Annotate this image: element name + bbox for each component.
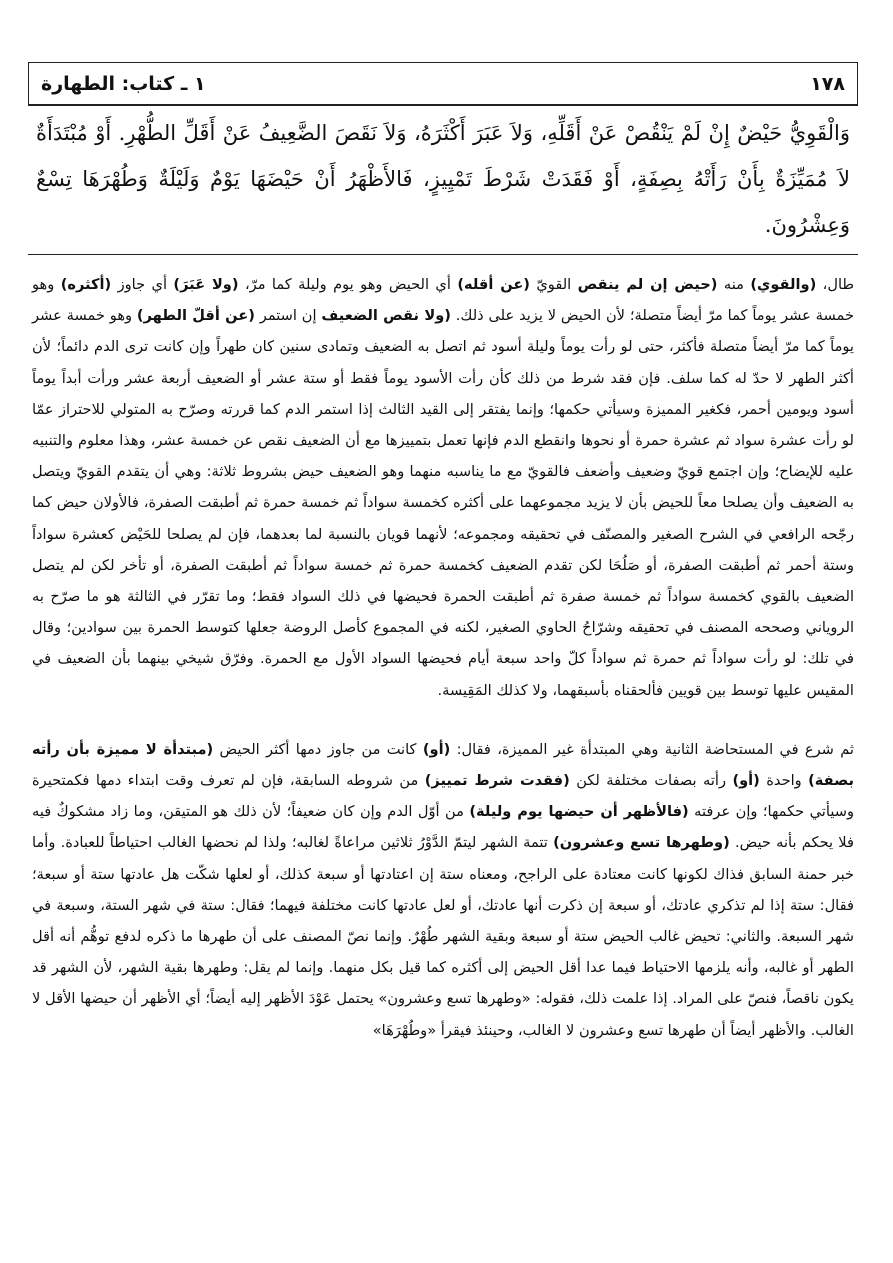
text-segment: إن استمر [254,307,322,325]
bold-quote-segment: (أكثره) [60,276,112,293]
text-segment: أي الحيض وهو يوم وليلة كما مرّ، [238,276,458,293]
chapter-title: ١ ـ كتاب: الطهارة [41,72,206,95]
text-segment: من شروطه السابقة، فإن لم تعرف وقت ابتداء دمها فكمتحيرة وسيأتي حكمها؛ وإن عرفته [32,772,854,821]
bold-quote-segment: (والقوي) [750,276,817,293]
page-number: ١٧٨ [810,72,845,95]
commentary-paragraph [28,269,858,706]
text-segment: ثم شرع في المستحاضة الثانية وهي المبتدأة غير المميزة، فقال: [450,740,854,758]
text-segment: منه [717,276,751,293]
bold-quote-segment: (ولا عَبَرَ) [173,276,239,293]
main-text: وَالْقَوِيُّ حَيْضٌ إِنْ لَمْ يَنْقُصْ عَنْ أَقَلِّهِ، وَلاَ عَبَرَ أَكْثَرَهُ، وَلاَ نَقَصَ الضَّعِيفُ عَنْ أَقَلِّ الطُّهْرِ. أَوْ مُبْتَدَأَةٌ لاَ مُمَيِّزَةٌ بِأَنْ رَأَتْهُ بِصِفَةٍ، أَوْ فَقَدَتْ شَرْطَ تَمْيِيزٍ، فَالأَظْهَرُ أَنْ حَيْضَهَا يَوْمٌ وَلَيْلَةٌ وَطُهْرَهَا تِسْعٌ وَعِشْرُونَ. [36,121,850,237]
commentary-paragraph [28,734,858,1046]
text-segment: القويّ [529,276,578,293]
text-segment: رأته بصفات مختلفة لكن [569,772,733,790]
text-segment: طال، [816,276,855,293]
bold-quote-segment: (أو) [732,772,760,790]
commentary [28,269,858,1046]
bold-quote-segment: (وطهرها تسع وعشرون) [553,834,730,852]
text-segment: تتمة الشهر ليتمّ الدَّوْرُ ثلاثين مراعاةً لغالبه؛ ولذا لم نحضها الغالب احتياطاً للعبادة. وأما خبر حمنة السابق فذاك لكونها كانت معتادة على الراجح، ومعناه ستة إن اعتادتها أو سبعة كذلك، أو لعلها شكّت هل عادتها ستة أو سبعة؛ فقال: ستة إذا لم تذكري عادتك، أو سبعة إن ذكرت أنها عادتك، أو لعل عادتها كانت مختلفة فيهما؛ فقال: ستة في شهر الستة، وسبعة في شهر السبعة. والثاني: تحيض غالب الحيض ستة أو سبعة وبقية الشهر طُهْرٌ. وإنما نصّ المصنف على أن طهرها ما ذكره لدفع توهُّم أنه أقل الطهر أو غالبه، وأنه يلزمها الاحتياط فيما عدا أقل الحيض إلى أكثره كما قيل بكل منهما. وإنما لم يقل: وطهرها بقية الشهر، لأن الشهر قد يكون ناقصاً، فنصّ على المراد. إذا علمت ذلك، فقوله: «وطهرها تسع وعشرون» يحتمل عَوْدَ الأظهر إليه أيضاً؛ أي الأظهر أن حيضها الأقل لا الغالب. والأظهر أيضاً أن طهرها تسع وعشرون لا الغالب، وحينئذ فيقرأ «وطُهْرَهَا» [32,834,854,1039]
text-segment: كانت من جاوز دمها أكثر الحيض [213,740,423,758]
bold-quote-segment: (حيض إن لم ينقص [577,276,718,293]
text-segment: وهو خمسة عشر يوماً كما مرّ أيضاً متصلة فأكثر، حتى لو رأت يوماً وليلة أسود ثم اتصل به الضعيف وتمادى سنين كان طهراً وإن كانت ترى الدم دائماً؛ لأن أكثر الطهر لا حدّ له كما سلف. فإن فقد شرط من ذلك كأن رأت الأسود يوماً فقط أو ستة عشر أو الضعيف أربعة عشر ورأت أبداً يوماً أسود ويومين أحمر، فكغير المميزة وسيأتي حكمها؛ وإنما يفتقر إلى القيد الثالث إذا استمر الدم كما قررته وصرّح به المتولي للاحتراز عمّا لو رأت عشرة سواد ثم عشرة حمرة أو نحوها وانقطع الدم فإنها تعمل بتمييزها مع أن الضعيف نقص عن خمسة عشر، وهذا معلوم والتنبيه عليه للإيضاح؛ وإن اجتمع قويّ وضعيف وأضعف فالقويّ مع ما يناسبه منهما وهو الضعيف حيض بشروط ثلاثة: وهي أن يتقدم القويّ ويتصل به الضعيف وأن يصلحا معاً للحيض بأن لا يزيد مجموعهما على أكثره كخمسة سواداً ثم خمسة حمرة ثم أطبقت الصفرة، فالأولان حيض كما رجّحه الرافعي في الشرح الصغير والمصنّف في تحقيقه ومجموعه؛ لأنهما قويان بالنسبة لما بعدهما، فإن لم يصلحا للحَيْض كعشرة سواداً وستة أحمر ثم أطبقت الصفرة، أو صَلُحَا لكن تقدم الضعيف كخمسة حمرة ثم خمسة سواداً ثم أطبقت الصفرة، أو تأخر لكن لم يتصل الضعيف بالقوي كخمسة سواداً ثم خمسة صفرة ثم أطبقت الحمرة فحيضها في ذلك السواد فقط؛ وما تقرّر في الثالثة هو ما صرّح به الروياني وصححه المصنف في تحقيقه وشرّاحُ الحاوي الصغير، لكنه في المجموع كأصل الروضة جعلها كتوسط الحمرة بين سوادين؛ وقال في تلك: لو رأت سواداً ثم حمرة ثم سواداً كلّ واحد سبعة أيام فحيضها السواد الأول مع الحمرة. وفرّق شيخي بينهما بأن الضعيف في المقيس عليها توسط بين قويين فألحقناه بأسبقهما، ولا كذلك المَقِيسة. [32,307,854,699]
book-page [28,62,858,1046]
bold-quote-segment: (أو) [422,740,451,758]
bold-quote-segment: (فقدت شرط تمييز) [424,772,570,790]
separator-rule [28,254,858,255]
bold-quote-segment: (مبتدأة لا مميزة بأن رأته بصفة) [32,740,855,790]
running-header [28,62,858,106]
text-segment: أي جاوز [111,276,174,293]
text-segment: من أوّل الدم وإن كان ضعيفاً؛ لأن ذلك هو المتيقن، وما زاد مشكوكٌ فيه فلا يحكم بأنه حيض. [32,803,854,852]
bold-quote-segment: (عن أقله) [457,276,530,293]
bold-quote-segment: (ولا نقص الضعيف [321,307,451,325]
bold-quote-segment: (فالأظهر أن حيضها يوم وليلة) [469,803,689,821]
text-segment: وهو خمسة عشر يوماً كما مرّ أيضاً متصلة؛ لأن الحيض لا يزيد على ذلك. [32,276,854,325]
text-segment: واحدة [759,772,809,790]
bold-quote-segment: (عن أقلّ الطهر) [136,307,255,325]
